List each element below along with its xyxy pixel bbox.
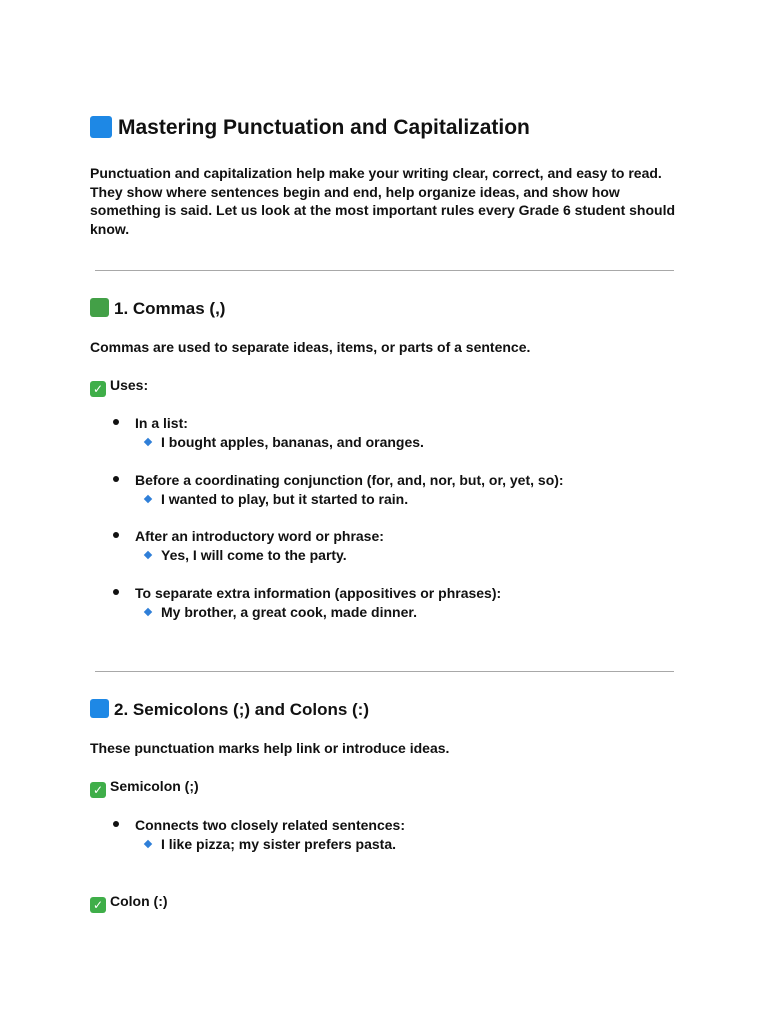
intro-paragraph: Punctuation and capitalization help make your writing clear, correct, and easy to read. They show where sentences begin and end, help organize ideas, and show how something is said. Let us look at the most important rules every Grade 6 student should know.	[90, 165, 676, 237]
list-item-label: Before a coordinating conjunction (for, and, nor, but, or, yet, so):	[135, 472, 564, 488]
green-square-icon	[90, 298, 109, 317]
diamond-icon	[144, 840, 152, 848]
list-item	[113, 528, 384, 544]
semicolon-label-text: Semicolon (;)	[110, 778, 199, 794]
commas-description: Commas are used to separate ideas, items, or parts of a sentence.	[90, 339, 531, 355]
bullet-icon	[113, 821, 119, 827]
example-text: Yes, I will come to the party.	[161, 547, 347, 563]
page-title	[90, 116, 530, 140]
list-item	[113, 817, 405, 833]
example-item	[144, 491, 408, 507]
list-item	[113, 415, 188, 431]
example-text: I wanted to play, but it started to rain.	[161, 491, 409, 507]
blue-square-icon	[90, 699, 109, 718]
colon-label-text: Colon (:)	[110, 893, 168, 909]
example-item	[144, 547, 347, 563]
example-text: I bought apples, bananas, and oranges.	[161, 434, 424, 450]
example-text: My brother, a great cook, made dinner.	[161, 604, 417, 620]
section-heading-text: 2. Semicolons (;) and Colons (:)	[114, 700, 370, 719]
example-item	[144, 836, 396, 852]
section-heading-text: 1. Commas (,)	[114, 299, 226, 318]
check-mark-icon: ✓	[90, 381, 106, 397]
uses-label-text: Uses:	[110, 377, 149, 393]
example-text: I like pizza; my sister prefers pasta.	[161, 836, 396, 852]
bullet-icon	[113, 419, 119, 425]
check-mark-icon: ✓	[90, 897, 106, 913]
diamond-icon	[144, 495, 152, 503]
list-item-label: In a list:	[135, 415, 188, 431]
list-item-label: After an introductory word or phrase:	[135, 528, 384, 544]
list-item	[113, 585, 501, 601]
example-item	[144, 434, 424, 450]
diamond-icon	[144, 551, 152, 559]
bullet-icon	[113, 476, 119, 482]
bullet-icon	[113, 589, 119, 595]
list-item	[113, 472, 564, 488]
diamond-icon	[144, 438, 152, 446]
list-item-label: Connects two closely related sentences:	[135, 817, 405, 833]
semicolon-label	[90, 778, 199, 798]
section-heading-semicolons-colons	[90, 699, 369, 720]
example-item	[144, 604, 417, 620]
check-mark-icon: ✓	[90, 782, 106, 798]
section-heading-commas	[90, 298, 225, 319]
divider	[95, 270, 674, 271]
bullet-icon	[113, 532, 119, 538]
divider	[95, 671, 674, 672]
diamond-icon	[144, 608, 152, 616]
blue-square-icon	[90, 116, 112, 138]
semicolons-description: These punctuation marks help link or introduce ideas.	[90, 740, 450, 756]
uses-label	[90, 377, 148, 397]
page-title-text: Mastering Punctuation and Capitalization	[118, 116, 530, 139]
list-item-label: To separate extra information (appositives or phrases):	[135, 585, 502, 601]
colon-label	[90, 893, 168, 913]
